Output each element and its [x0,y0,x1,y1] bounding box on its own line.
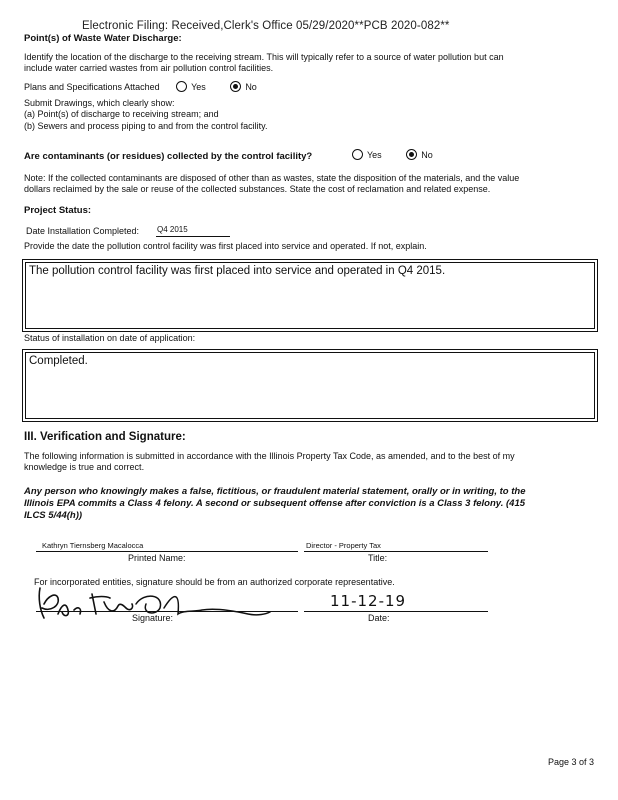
verification-paragraph-2: knowledge is true and correct. [24,462,145,472]
contaminants-question: Are contaminants (or residues) collected by the control facility? [24,151,313,162]
discharge-instruction-1: Identify the location of the discharge to the receiving stream. This will typically refer to a source of water pollution but can [24,52,504,62]
signature-line [36,611,298,612]
signature-date-label: Date: [368,613,390,623]
installation-status-box[interactable] [22,349,598,422]
plans-attached-row [24,81,257,93]
date-completed-underline [156,236,230,237]
contaminants-note-2: dollars reclaimed by the sale or reuse of the collected substances. State the cost of reclamation and related expense. [24,184,491,194]
provide-date-text: Provide the date the pollution control facility was first placed into service and operated. If not, explain. [24,241,427,251]
service-explanation-box[interactable] [22,259,598,332]
contaminants-no-label: No [421,150,433,160]
contaminants-no-radio[interactable] [406,149,417,160]
plans-no-label: No [245,82,257,92]
title-value: Director - Property Tax [306,541,381,550]
installation-status-text: Completed. [25,352,595,419]
contaminants-yes-label: Yes [367,150,382,160]
title-label: Title: [368,553,388,563]
page-number: Page 3 of 3 [548,757,595,767]
corporate-note: For incorporated entities, signature should be from an authorized corporate representative. [34,577,395,587]
felony-warning-3: ILCS 5/44(h)) [24,510,83,521]
discharge-instruction-2: include water carried wastes from air pollution control facilities. [24,63,274,73]
printed-name-label: Printed Name: [128,553,186,563]
contaminants-options [346,149,433,161]
plans-yes-label: Yes [191,82,206,92]
filing-stamp: Electronic Filing: Received,Clerk's Office 05/29/2020**PCB 2020-082** [82,20,450,32]
service-explanation-text: The pollution control facility was first placed into service and operated in Q4 2015. [25,262,595,329]
contaminants-yes-radio[interactable] [352,149,363,160]
submit-line-3: (b) Sewers and process piping to and from the control facility. [24,121,268,131]
verification-paragraph-1: The following information is submitted in accordance with the Illinois Property Tax Code, as amended, and to the best of my [24,451,515,461]
date-completed-value: Q4 2015 [157,225,188,234]
installation-status-label: Status of installation on date of application: [24,333,196,343]
felony-warning-1: Any person who knowingly makes a false, fictitious, or fraudulent material statement, orally or in writing, to the [24,486,526,497]
signature-label: Signature: [132,613,174,623]
printed-name-value: Kathryn Tiernsberg Macalocca [42,541,144,550]
date-completed-label: Date Installation Completed: [26,226,140,236]
printed-name-line [36,551,298,552]
contaminants-note-1: Note: If the collected contaminants are disposed of other than as wastes, state the disposition of the materials, and the value [24,173,520,183]
plans-attached-label: Plans and Specifications Attached [24,82,160,92]
signature-date-value: 11-12-19 [330,592,407,610]
plans-yes-radio[interactable] [176,81,187,92]
project-status-title: Project Status: [24,205,92,216]
felony-warning-2: Illinois EPA commits a Class 4 felony. A second or subsequent offense after conviction is a Class 3 felony. (415 [24,498,526,509]
plans-no-radio[interactable] [230,81,241,92]
discharge-title: Point(s) of Waste Water Discharge: [24,33,182,44]
title-line [304,551,488,552]
verification-title: III. Verification and Signature: [24,431,186,443]
submit-line-1: Submit Drawings, which clearly show: [24,98,175,108]
submit-line-2: (a) Point(s) of discharge to receiving stream; and [24,109,219,119]
date-line [304,611,488,612]
